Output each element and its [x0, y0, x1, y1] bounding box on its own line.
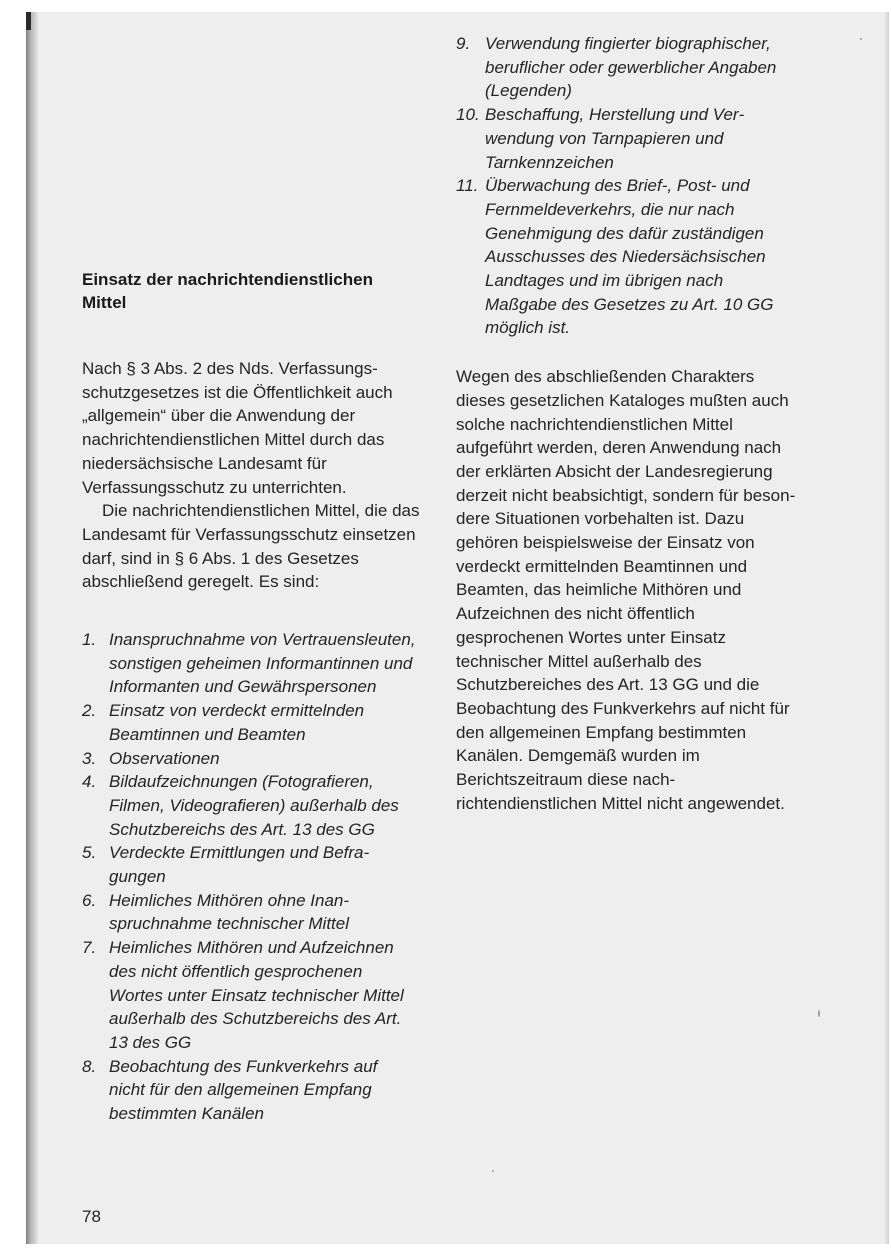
list-item-text: Einsatz von verdeckt ermittelnden Beamtinnen und Beamten	[109, 701, 365, 744]
list-item-number: 7.	[82, 938, 97, 958]
list-item	[82, 699, 422, 746]
page-corner-mark	[26, 12, 31, 30]
list-item-number: 6.	[82, 890, 97, 910]
section-heading: Einsatz der nachrichtendienstlichen Mittel	[82, 270, 373, 312]
page-right-edge	[883, 12, 889, 1244]
list-item	[456, 103, 801, 174]
list-item	[82, 628, 422, 699]
scan-speck	[860, 38, 862, 40]
scan-speck	[818, 1010, 820, 1017]
list-item-text: Inanspruchnahme von Vertrauensleuten, sonstigen geheimen Informantinnen und Informanten und Gewährspersonen	[109, 630, 416, 697]
list-item-number: 9.	[456, 34, 471, 53]
list-item-number: 11.	[456, 176, 479, 196]
list-item-text: Verdeckte Ermittlungen und Befragungen	[109, 843, 370, 887]
list-item	[456, 32, 801, 103]
list-item	[82, 889, 422, 936]
list-item-number: 4.	[82, 772, 97, 792]
list-item	[82, 770, 422, 841]
list-item-text: Heimliches Mithören und Aufzeichnen des nicht öffentlich gesprochenen Wortes unter Einsatz technischer Mittel außerhalb des Schutzbereichs des Art. 13 des GG	[109, 938, 404, 1052]
list-item-number: 8.	[82, 1056, 97, 1076]
list-item-text: Überwachung des Brief-, Post- und Fernmeldeverkehrs, die nur nach Genehmigung des dafür zuständigen Ausschusses des Niedersächsischen Landtages und im übrigen nach Maßgabe des Gesetzes zu Art. 10 GG möglich ist.	[485, 176, 774, 338]
list-item-number: 2.	[82, 701, 97, 721]
list-item-number: 5.	[82, 843, 97, 863]
list-item-text: Heimliches Mithören ohne Inanspruchnahme technischer Mittel	[109, 890, 350, 934]
measures-list-continued	[456, 32, 801, 340]
page-binding-shadow	[26, 12, 38, 1244]
list-item-text: Beschaffung, Herstellung und Verwendung von Tarnpapieren und Tarnkennzeichen	[485, 105, 745, 172]
list-item-number: 1.	[82, 630, 97, 650]
legal-basis-paragraph: Die nachrichtendienstlichen Mittel, die das Landesamt für Verfassungsschutz einsetzen darf, sind in § 6 Abs. 1 des Gesetzes abschließend geregelt. Es sind:	[82, 501, 420, 592]
right-column	[456, 32, 801, 816]
page-number: 78	[82, 1207, 101, 1226]
list-item-number: 10.	[456, 105, 480, 125]
list-item	[82, 841, 422, 888]
list-item-text: Observationen	[109, 748, 220, 768]
list-item-number: 3.	[82, 748, 97, 768]
list-item	[82, 1055, 422, 1126]
list-item	[82, 747, 422, 771]
list-item-text: Beobachtung des Funkverkehrs auf nicht für den allgemeinen Empfang bestimmten Kanälen	[109, 1056, 378, 1124]
scan-speck	[492, 1170, 494, 1172]
list-item-text: Bildaufzeichnungen (Fotografieren, Filmen, Videografieren) außerhalb des Schutzbereichs des Art. 13 des GG	[109, 772, 399, 839]
left-column	[82, 268, 422, 1126]
catalogue-paragraph: Wegen des abschließenden Charakters dieses gesetzlichen Kataloges mußten auch solche nachrichtendienstlichen Mittel aufgeführt werden, deren Anwendung nach der erklärten Absicht der Landesregierung derzeit nicht beabsichtigt, sondern für besondere Situationen vorbehalten ist. Dazu gehören beispielsweise der Einsatz von verdeckt ermittelnden Beamtinnen und Beamten, das heimliche Mithören und Aufzeichnen des nicht öffentlich gesprochenen Wortes unter Einsatz technischer Mittel außerhalb des Schutzbereiches des Art. 13 GG und die Beobachtung des Funkverkehrs auf nicht für den allgemeinen Empfang bestimmten Kanälen. Demgemäß wurden im Berichtszeitraum diese nachrichtendienstlichen Mittel nicht angewendet.	[456, 367, 796, 813]
list-item-text: Verwendung fingierter biographischer, beruflicher oder gewerblicher Angaben (Legenden)	[485, 34, 777, 101]
intro-paragraph: Nach § 3 Abs. 2 des Nds. Verfassungsschutzgesetzes ist die Öffentlichkeit auch „allgemein“ über die Anwendung der nachrichtendienstlichen Mittel durch das niedersächsische Landesamt für Verfassungsschutz zu unterrichten.	[82, 359, 393, 497]
measures-list	[82, 628, 422, 1126]
list-item	[456, 174, 801, 340]
list-item	[82, 936, 422, 1055]
